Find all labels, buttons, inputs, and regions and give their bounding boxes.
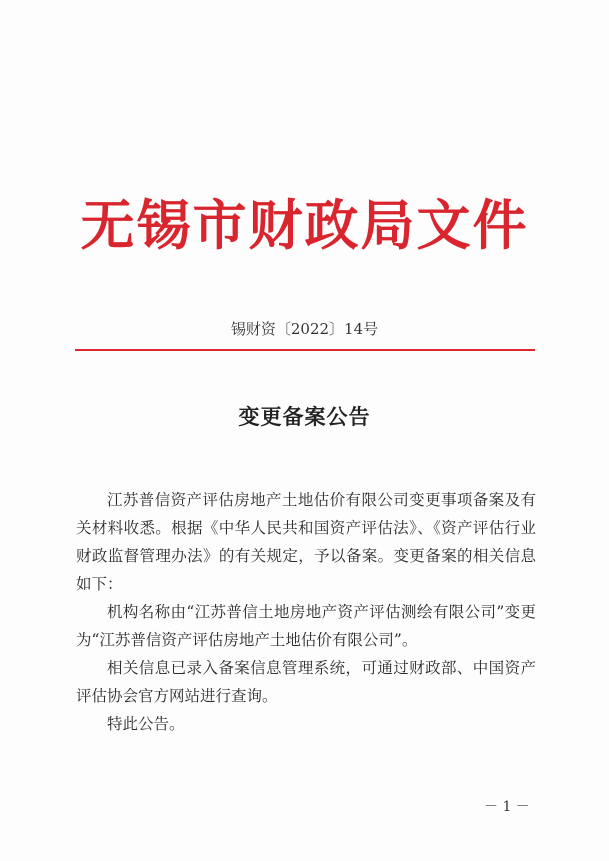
body-paragraph: 相关信息已录入备案信息管理系统，可通过财政部、中国资产评估协会官方网站进行查询。 [76, 659, 536, 705]
document-body [76, 486, 536, 738]
document-header: 无锡市财政局文件 [80, 193, 529, 257]
closing-line: 特此公告。 [107, 715, 185, 733]
document-number: 锡财资〔2022〕14号 [230, 320, 379, 338]
page-number: － 1 － [484, 799, 530, 815]
body-paragraph: 江苏普信资产评估房地产土地估价有限公司变更事项备案及有关材料收悉。根据《中华人民共和国资产评估法》、《资产评估行业财政监督管理办法》的有关规定，予以备案。变更备案的相关信息如下： [76, 491, 536, 593]
header-divider [75, 349, 535, 351]
body-paragraph: 机构名称由“江苏普信土地房地产资产评估测绘有限公司”变更为“江苏普信资产评估房地产土地估价有限公司”。 [76, 603, 536, 649]
document-title: 变更备案公告 [238, 404, 371, 429]
